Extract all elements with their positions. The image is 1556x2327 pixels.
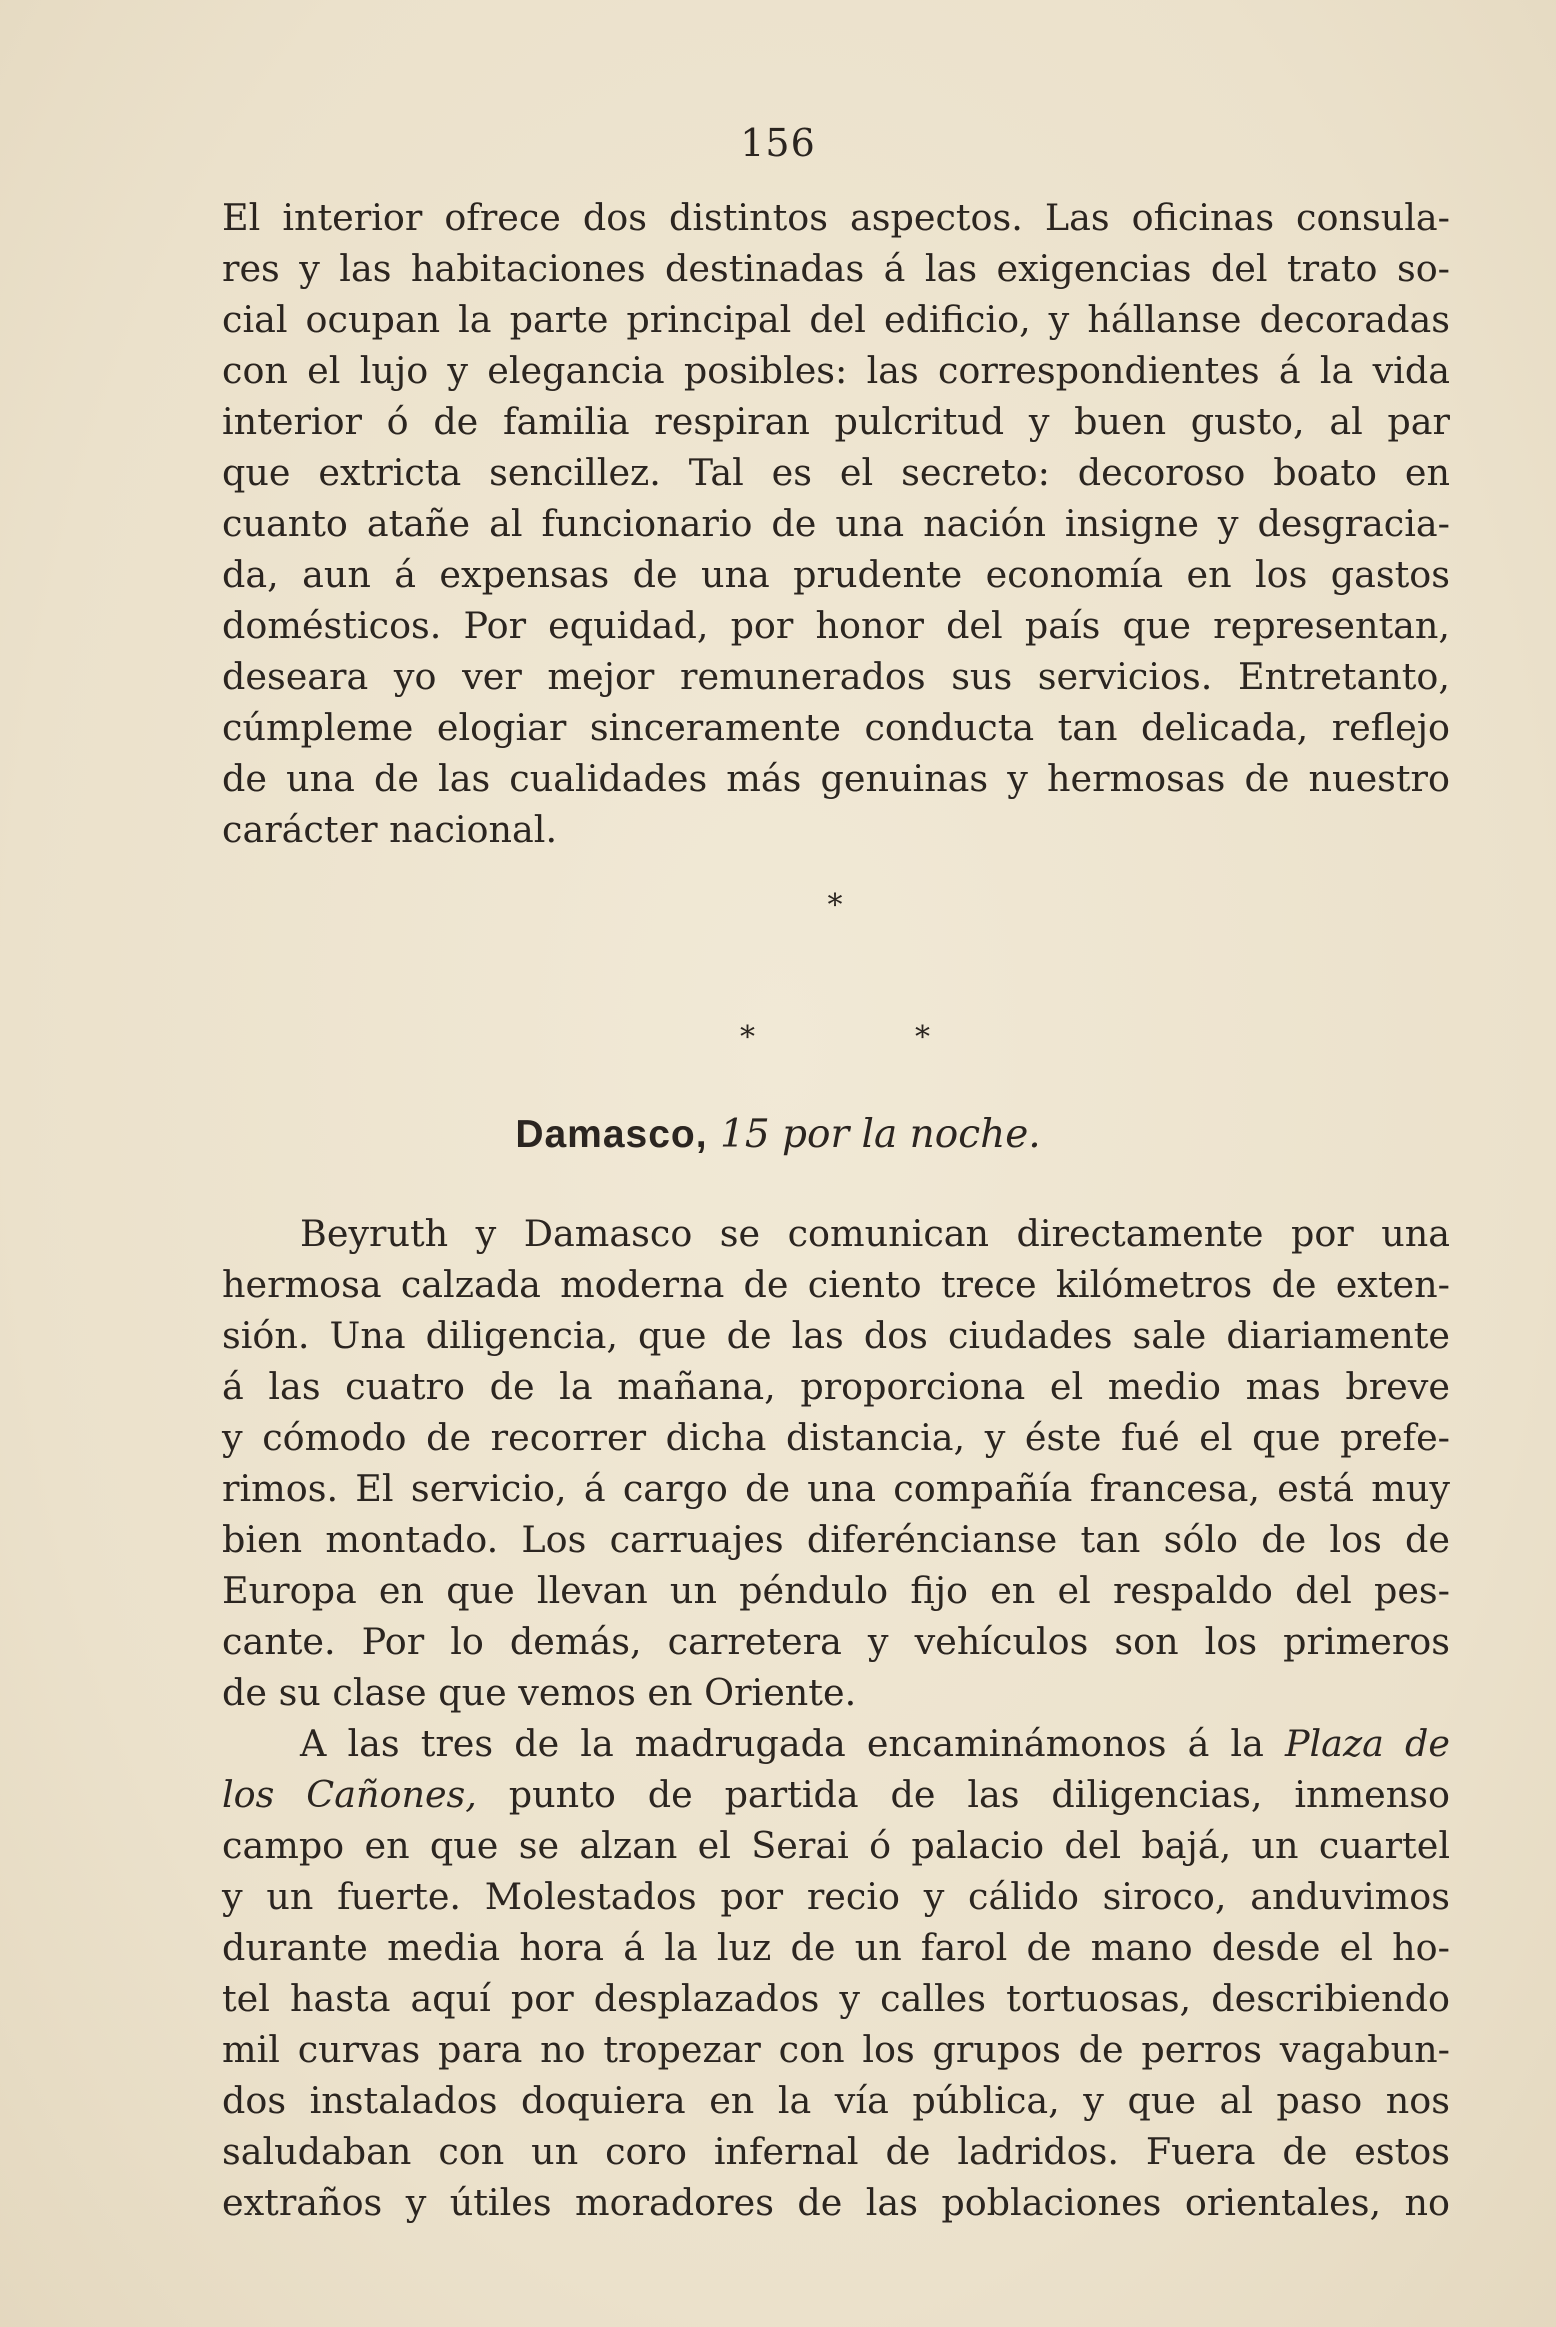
text-line: durante media hora á la luz de un farol de mano desde el ho- xyxy=(222,1926,1450,1969)
text-line: que extricta sencillez. Tal es el secreto: decoroso boato en xyxy=(222,451,1450,494)
text-line: cuanto atañe al funcionario de una nación insigne y desgracia- xyxy=(222,502,1450,545)
text-run: A las tres de la madrugada encaminámonos á la xyxy=(300,1722,1264,1765)
text-line: cial ocupan la parte principal del edificio, y hállanse decoradas xyxy=(222,298,1450,341)
text-line: tel hasta aquí por desplazados y calles tortuosas, describiendo xyxy=(222,1977,1450,2020)
text-line: de su clase que vemos en Oriente. xyxy=(222,1671,857,1714)
text-line xyxy=(222,1718,1450,1769)
text-line: campo en que se alzan el Serai ó palacio del bajá, un cuartel xyxy=(222,1824,1450,1867)
page-number: 156 xyxy=(740,121,816,165)
heading-date: 15 por la noche. xyxy=(720,1112,1041,1157)
section-heading xyxy=(0,1108,1556,1162)
text-run: punto de partida de las diligencias, inmenso xyxy=(508,1773,1450,1816)
text-line: cante. Por lo demás, carretera y vehículos son los primeros xyxy=(222,1620,1450,1663)
text-line: sión. Una diligencia, que de las dos ciudades sale diariamente xyxy=(222,1314,1450,1357)
text-line: carácter nacional. xyxy=(222,808,558,851)
italic-place-name: Plaza de xyxy=(1284,1722,1450,1765)
text-line: mil curvas para no tropezar con los grupos de perros vagabun- xyxy=(222,2028,1450,2071)
text-line: deseara yo ver mejor remunerados sus servicios. Entretanto, xyxy=(222,655,1450,698)
text-line: con el lujo y elegancia posibles: las correspondientes á la vida xyxy=(222,349,1450,392)
heading-place: Damasco, xyxy=(515,1113,708,1156)
paragraph-beyruth-damasco xyxy=(222,1208,1450,2228)
asterism-bottom-stars xyxy=(0,1018,1556,1058)
text-line: Beyruth y Damasco se comunican directamente por una xyxy=(300,1212,1450,1255)
text-line xyxy=(222,1769,1450,1820)
text-line: y cómodo de recorrer dicha distancia, y éste fué el que prefe- xyxy=(222,1416,1450,1459)
asterism-star-right: * xyxy=(915,1020,1090,1055)
text-line: El interior ofrece dos distintos aspectos. Las oficinas consula- xyxy=(222,196,1450,239)
text-line: interior ó de familia respiran pulcritud y buen gusto, al par xyxy=(222,400,1450,443)
asterism-star-left: * xyxy=(740,1020,915,1055)
text-line: da, aun á expensas de una prudente economía en los gastos xyxy=(222,553,1450,596)
text-line: saludaban con un coro infernal de ladridos. Fuera de estos xyxy=(222,2130,1450,2173)
text-line: de una de las cualidades más genuinas y hermosas de nuestro xyxy=(222,757,1450,800)
text-line: y un fuerte. Molestados por recio y cálido siroco, anduvimos xyxy=(222,1875,1450,1918)
text-line: á las cuatro de la mañana, proporciona el medio mas breve xyxy=(222,1365,1450,1408)
asterism-top-star: * xyxy=(827,888,843,923)
text-line: bien montado. Los carruajes diferéncianse tan sólo de los de xyxy=(222,1518,1450,1561)
text-line: res y las habitaciones destinadas á las exigencias del trato so- xyxy=(222,247,1450,290)
text-line: domésticos. Por equidad, por honor del país que representan, xyxy=(222,604,1450,647)
text-line: Europa en que llevan un péndulo fijo en el respaldo del pes- xyxy=(222,1569,1450,1612)
text-line: rimos. El servicio, á cargo de una compañía francesa, está muy xyxy=(222,1467,1450,1510)
paragraph-consulate-interior xyxy=(222,192,1450,855)
text-line: extraños y útiles moradores de las poblaciones orientales, no xyxy=(222,2181,1450,2224)
text-line: hermosa calzada moderna de ciento trece kilómetros de exten- xyxy=(222,1263,1450,1306)
text-line: cúmpleme elogiar sinceramente conducta tan delicada, reflejo xyxy=(222,706,1450,749)
text-line: dos instalados doquiera en la vía pública, y que al paso nos xyxy=(222,2079,1450,2122)
italic-place-name: los Cañones, xyxy=(222,1773,477,1816)
